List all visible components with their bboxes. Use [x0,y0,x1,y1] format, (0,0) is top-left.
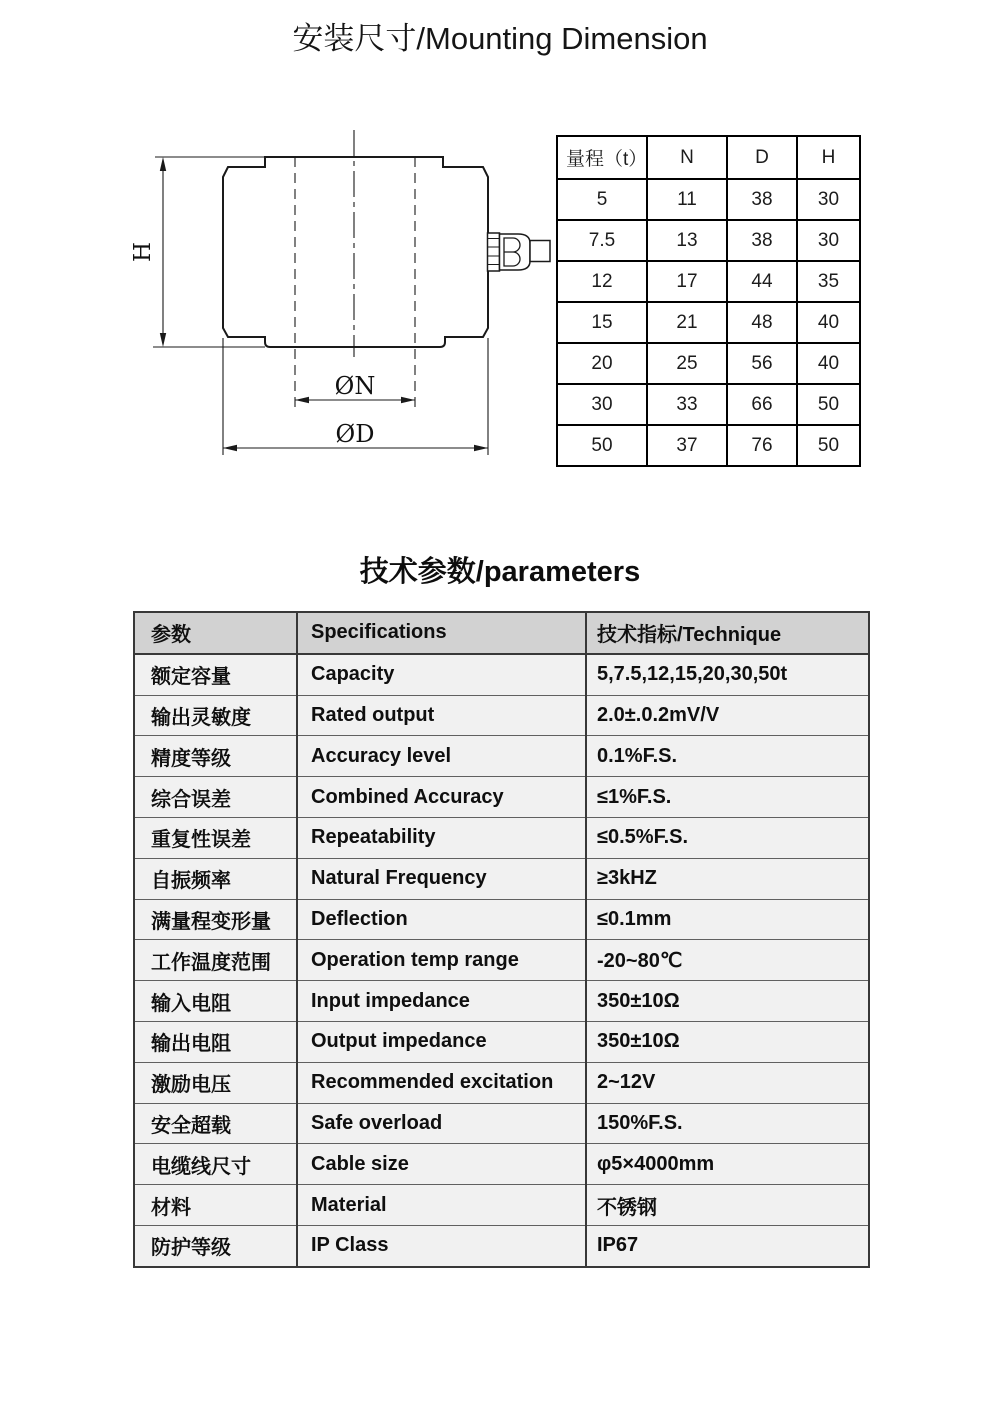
dim-label-d: ØD [335,420,375,448]
dimension-table-head [557,136,860,179]
table-cell: 额定容量 [134,654,297,695]
table-cell: 重复性误差 [134,817,297,858]
table-cell: Capacity [297,654,586,695]
table-cell: 工作温度范围 [134,940,297,981]
parameters-title: 技术参数/parameters [359,556,641,588]
table-cell: Accuracy level [297,736,586,777]
table-cell: 30 [797,179,860,220]
table-cell: 电缆线尺寸 [134,1144,297,1185]
table-cell: φ5×4000mm [586,1144,869,1185]
table-cell: Combined Accuracy [297,777,586,818]
table-cell: 防护等级 [134,1225,297,1266]
table-row [134,940,869,981]
table-cell: 11 [647,179,727,220]
table-row [134,1144,869,1185]
table-cell: 材料 [134,1185,297,1226]
table-cell: Operation temp range [297,940,586,981]
header-row [134,612,869,654]
table-cell: Material [297,1185,586,1226]
column-header: Specifications [297,612,586,654]
arrowhead-right-n [401,397,415,403]
table-cell: 40 [797,302,860,343]
table-row [134,981,869,1022]
table-cell: 5 [557,179,647,220]
table-cell: 0.1%F.S. [586,736,869,777]
table-cell: 150%F.S. [586,1103,869,1144]
column-header: 量程（t） [557,136,647,179]
table-row [557,261,860,302]
page-title: 安装尺寸/Mounting Dimension [292,21,708,56]
table-cell: Cable size [297,1144,586,1185]
table-cell: 输出灵敏度 [134,695,297,736]
table-row [557,179,860,220]
table-row [557,220,860,261]
dimension-table-body [557,179,860,466]
table-cell: 66 [727,384,797,425]
table-cell: Natural Frequency [297,858,586,899]
table-cell: IP67 [586,1225,869,1266]
table-cell: 20 [557,343,647,384]
table-row [134,777,869,818]
table-cell: 50 [557,425,647,466]
table-row [557,425,860,466]
table-cell: 7.5 [557,220,647,261]
table-row [134,1062,869,1103]
cable-exit [530,241,550,262]
table-cell: Recommended excitation [297,1062,586,1103]
table-cell: 33 [647,384,727,425]
table-cell: Output impedance [297,1021,586,1062]
table-row [557,384,860,425]
arrowhead-left-d [223,445,237,451]
table-cell: 30 [797,220,860,261]
table-cell: 30 [557,384,647,425]
table-cell: -20~80℃ [586,940,869,981]
table-cell: 50 [797,384,860,425]
table-cell: Rated output [297,695,586,736]
parameters-table-body [134,654,869,1267]
table-cell: 350±10Ω [586,981,869,1022]
table-row [557,343,860,384]
table-cell: 输入电阻 [134,981,297,1022]
table-cell: ≥3kHZ [586,858,869,899]
table-row [134,654,869,695]
table-row [134,899,869,940]
table-cell: 44 [727,261,797,302]
table-cell: 2.0±.0.2mV/V [586,695,869,736]
column-header: D [727,136,797,179]
column-header: 技术指标/Technique [586,612,869,654]
header-row [557,136,860,179]
table-cell: 2~12V [586,1062,869,1103]
table-cell: 15 [557,302,647,343]
table-cell: 安全超载 [134,1103,297,1144]
table-cell: 综合误差 [134,777,297,818]
table-cell: Safe overload [297,1103,586,1144]
table-row [134,817,869,858]
table-cell: ≤0.1mm [586,899,869,940]
arrowhead-right-d [474,445,488,451]
table-cell: 350±10Ω [586,1021,869,1062]
table-cell: 38 [727,179,797,220]
dim-label-h: H [130,241,156,263]
table-cell: 5,7.5,12,15,20,30,50t [586,654,869,695]
table-cell: 满量程变形量 [134,899,297,940]
dimension-table [556,135,861,467]
table-cell: 40 [797,343,860,384]
load-cell-body-outline [223,157,488,347]
table-cell: Deflection [297,899,586,940]
parameters-table [133,611,870,1268]
table-cell: 50 [797,425,860,466]
column-header: N [647,136,727,179]
table-row [134,1225,869,1266]
table-cell: 自振频率 [134,858,297,899]
table-row [134,695,869,736]
table-cell: 精度等级 [134,736,297,777]
arrowhead-up [160,157,166,171]
table-row [557,302,860,343]
load-cell-drawing [130,118,560,470]
arrowhead-down [160,333,166,347]
table-cell: ≤1%F.S. [586,777,869,818]
table-cell: 38 [727,220,797,261]
arrowhead-left-n [295,397,309,403]
table-cell: 激励电压 [134,1062,297,1103]
table-cell: ≤0.5%F.S. [586,817,869,858]
table-cell: 25 [647,343,727,384]
table-cell: 37 [647,425,727,466]
table-cell: 输出电阻 [134,1021,297,1062]
table-cell: Input impedance [297,981,586,1022]
table-cell: Repeatability [297,817,586,858]
column-header: 参数 [134,612,297,654]
parameters-table-head [134,612,869,654]
table-cell: 17 [647,261,727,302]
table-cell: 13 [647,220,727,261]
table-row [134,1021,869,1062]
table-cell: 35 [797,261,860,302]
table-cell: 48 [727,302,797,343]
dim-label-n: ØN [334,372,376,400]
table-cell: 76 [727,425,797,466]
table-cell: 不锈钢 [586,1185,869,1226]
column-header: H [797,136,860,179]
table-row [134,1103,869,1144]
table-row [134,736,869,777]
table-cell: IP Class [297,1225,586,1266]
table-cell: 56 [727,343,797,384]
table-cell: 12 [557,261,647,302]
table-cell: 21 [647,302,727,343]
table-row [134,858,869,899]
table-row [134,1185,869,1226]
